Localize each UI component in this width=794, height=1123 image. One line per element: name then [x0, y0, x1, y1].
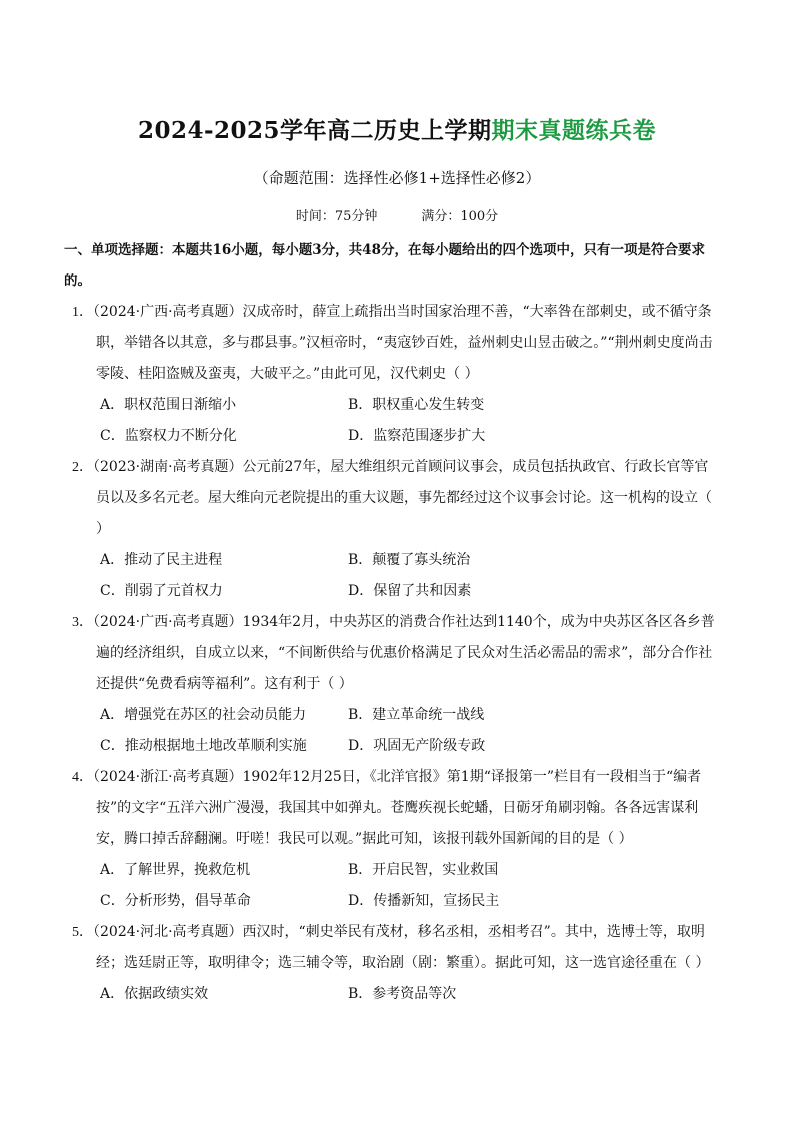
question-2 [72, 452, 722, 607]
option-c: C．削弱了元首权力 [100, 583, 223, 599]
option-d: D．保留了共和因素 [348, 583, 472, 599]
title-highlight: 期末真题练兵卷 [491, 117, 657, 144]
option-b: B．颠覆了寡头统治 [348, 552, 471, 568]
question-stem: （2024·广西·高考真题）1934年2月，中央苏区的消费合作社达到1140个，成为中央苏区各区各乡普遍的经济组织，自成立以来，“不间断供给与优惠价格满足了民众对生活必需品的需求”，部分合作社还提供“免费看病等福利”。这有利于（ ） [93, 614, 715, 692]
page-title [0, 112, 794, 145]
option-a: A．了解世界，挽救危机 [100, 862, 251, 878]
option-d: D．传播新知，宣扬民主 [348, 893, 500, 909]
option-c: C．推动根据地土地改革顺利实施 [100, 738, 307, 754]
option-b: B．参考资品等次 [348, 986, 457, 1002]
question-number: 4． [72, 770, 93, 785]
option-b: B．开启民智，实业救国 [348, 862, 499, 878]
option-a: A．依据政绩实效 [100, 986, 209, 1002]
question-1 [72, 297, 722, 452]
question-stem: （2023·湖南·高考真题）公元前27年，屋大维组织元首顾问议事会，成员包括执政官、行政长官等官员以及多名元老。屋大维向元老院提出的重大议题，事先都经过这个议事会讨论。这一机构的设立（ ） [93, 459, 712, 537]
option-d: D．巩固无产阶级专政 [348, 738, 486, 754]
exam-meta [0, 205, 794, 224]
question-stem: （2024·河北·高考真题）西汉时，“刺史举民有茂材，移名丞相，丞相考召”。其中，选博士等，取明经；选廷尉正等，取明律令；选三辅令等，取治剧（剧：繁重）。据此可知，这一选官途径重在（ ） [93, 924, 710, 971]
option-a: A．推动了民主进程 [100, 552, 223, 568]
option-c: C．分析形势，倡导革命 [100, 893, 251, 909]
question-number: 2． [72, 460, 93, 475]
question-number: 1． [72, 305, 93, 320]
question-3 [72, 607, 722, 762]
exam-scope: （命题范围：选择性必修1+选择性必修2） [253, 169, 541, 187]
question-stem: （2024·广西·高考真题）汉成帝时，薛宣上疏指出当时国家治理不善，“大率咎在部刺史，或不循守条职，举错各以其意，多与郡县事。”汉桓帝时，“夷寇钞百姓，益州刺史山昱击破之。”“荆州刺史度尚击零陵、桂阳盗贼及蛮夷，大破平之。”由此可见，汉代刺史（ ） [93, 304, 713, 382]
exam-time: 时间：75分钟 [295, 209, 378, 224]
section-heading: 一、单项选择题：本题共16小题，每小题3分，共48分，在每小题给出的四个选项中，只有一项是符合要求的。 [64, 242, 705, 289]
option-a: A．增强党在苏区的社会动员能力 [100, 707, 307, 723]
exam-score: 满分：100分 [421, 209, 499, 224]
question-number: 3． [72, 615, 93, 630]
option-b: B．职权重心发生转变 [348, 397, 485, 413]
option-a: A．职权范围日渐缩小 [100, 397, 237, 413]
option-c: C．监察权力不断分化 [100, 428, 237, 444]
question-5 [72, 917, 722, 1010]
option-b: B．建立革命统一战线 [348, 707, 485, 723]
title-main: 2024-2025学年高二历史上学期 [137, 117, 492, 144]
question-stem: （2024·浙江·高考真题）1902年12月25日，《北洋官报》第1期“译报第一”栏目有一段相当于“编者按”的文字“五洋六洲广漫漫，我国其中如弹丸。苍鹰疾视长蛇蟠，日砺牙角刷羽翰。各各远害谋利安，腾口掉舌辞翻澜。吁嗟！我民可以观。”据此可知，该报刊载外国新闻的目的是（ ） [93, 769, 702, 847]
option-d: D．监察范围逐步扩大 [348, 428, 486, 444]
question-4 [72, 762, 722, 917]
question-number: 5． [72, 925, 93, 940]
